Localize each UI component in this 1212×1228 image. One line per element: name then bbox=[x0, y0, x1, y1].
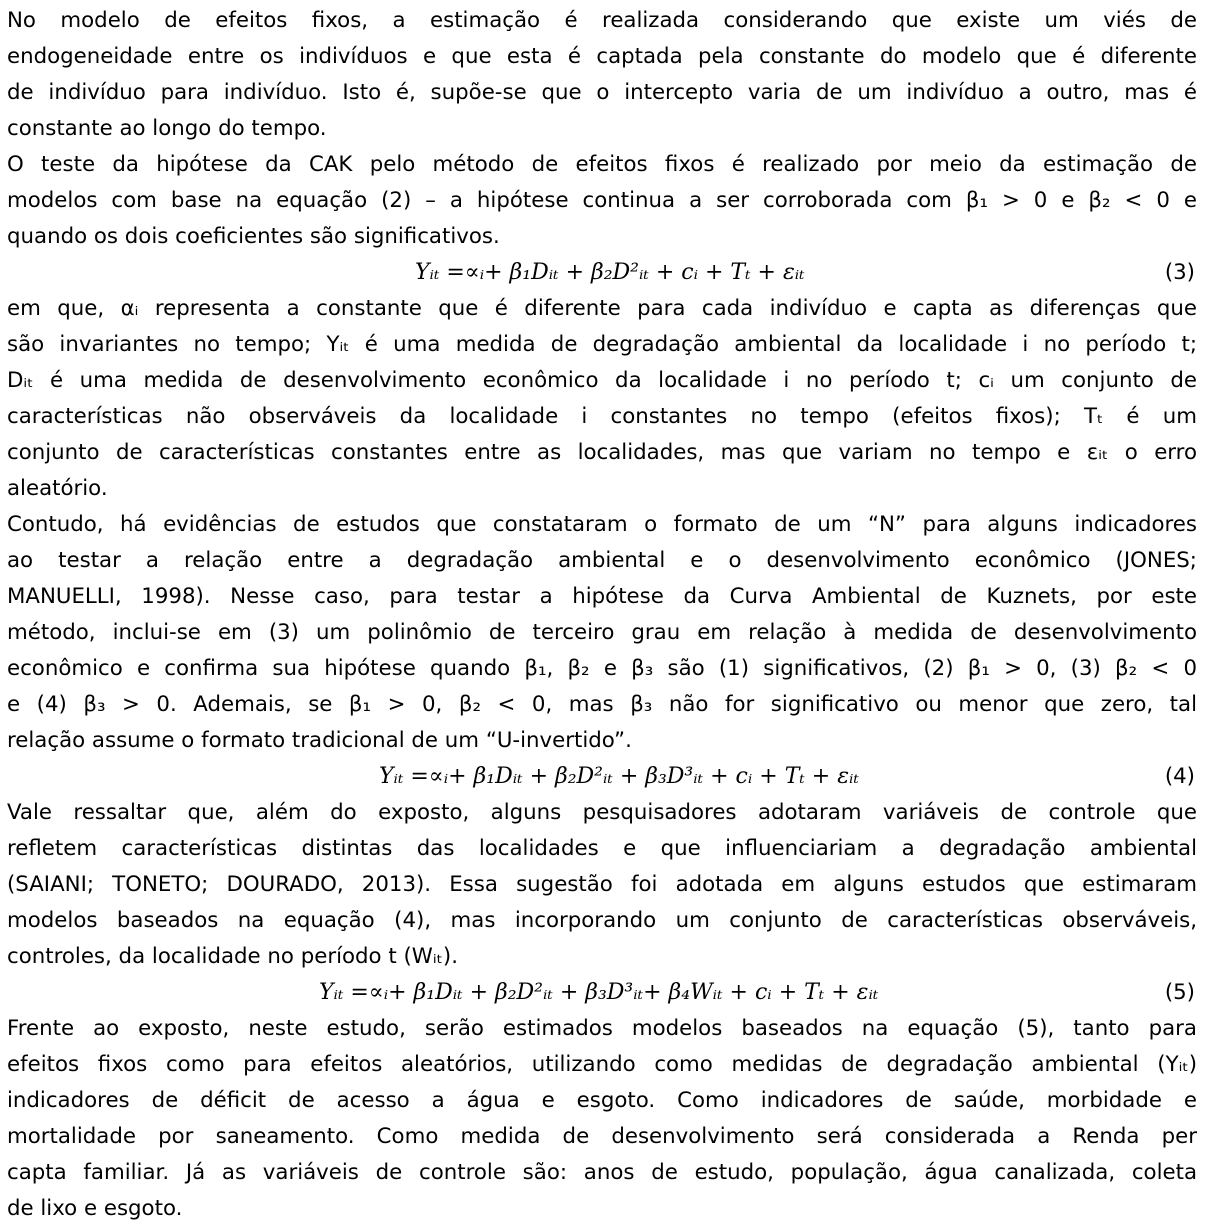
text-line: e (4) β₃ > 0. Ademais, se β₁ > 0, β₂ < 0, mas β₃ não for significativo ou menor que zero, tal bbox=[7, 692, 1197, 717]
text-line: modelos baseados na equação (4), mas incorporando um conjunto de características observáveis, bbox=[7, 908, 1197, 933]
text-line: MANUELLI, 1998). Nesse caso, para testar a hipótese da Curva Ambiental de Kuznets, por este bbox=[7, 584, 1197, 609]
equation-number: (5) bbox=[1164, 980, 1195, 1005]
paragraph-n-shape bbox=[7, 507, 1197, 759]
text-line: constante ao longo do tempo. bbox=[7, 116, 327, 141]
text-line: controles, da localidade no período t (Wᵢₜ). bbox=[7, 944, 458, 969]
text-line: O teste da hipótese da CAK pelo método de efeitos fixos é realizado por meio da estimação de bbox=[7, 152, 1197, 177]
text-line: refletem características distintas das localidades e que influenciariam a degradação ambiental bbox=[7, 836, 1197, 861]
text-line: de indivíduo para indivíduo. Isto é, supõe-se que o intercepto varia de um indivíduo a outro, mas é bbox=[7, 80, 1197, 105]
text-line: modelos com base na equação (2) – a hipótese continua a ser corroborada com β₁ > 0 e β₂ < 0 e bbox=[7, 188, 1197, 213]
text-line: capta familiar. Já as variáveis de controle são: anos de estudo, população, água canalizada, coleta bbox=[7, 1160, 1197, 1185]
text-line: ao testar a relação entre a degradação ambiental e o desenvolvimento econômico (JONES; bbox=[7, 548, 1197, 573]
text-line: aleatório. bbox=[7, 476, 108, 501]
equation-formula: Yᵢₜ =∝ᵢ+ β₁Dᵢₜ + β₂D²ᵢₜ + β₃D³ᵢₜ + cᵢ + Tₜ + εᵢₜ bbox=[379, 764, 859, 789]
text-line: de lixo e esgoto. bbox=[7, 1196, 183, 1221]
equation-3 bbox=[7, 255, 1197, 291]
text-line: Vale ressaltar que, além do exposto, alguns pesquisadores adotaram variáveis de controle que bbox=[7, 800, 1197, 825]
paragraph-fixed-effects-intro bbox=[7, 3, 1197, 147]
text-line: Contudo, há evidências de estudos que constataram o formato de um “N” para alguns indicadores bbox=[7, 512, 1197, 537]
text-line: são invariantes no tempo; Yᵢₜ é uma medida de degradação ambiental da localidade i no período t; bbox=[7, 332, 1197, 357]
text-line: endogeneidade entre os indivíduos e que esta é captada pela constante do modelo que é diferente bbox=[7, 44, 1197, 69]
equation-number: (4) bbox=[1164, 764, 1195, 789]
text-line: (SAIANI; TONETO; DOURADO, 2013). Essa sugestão foi adotada em alguns estudos que estimaram bbox=[7, 872, 1197, 897]
paragraph-control-variables bbox=[7, 795, 1197, 975]
equation-formula: Yᵢₜ =∝ᵢ+ β₁Dᵢₜ + β₂D²ᵢₜ + β₃D³ᵢₜ+ β₄Wᵢₜ + cᵢ + Tₜ + εᵢₜ bbox=[319, 980, 879, 1005]
text-line: em que, αᵢ representa a constante que é diferente para cada indivíduo e capta as diferenças que bbox=[7, 296, 1197, 321]
equation-formula: Yᵢₜ =∝ᵢ+ β₁Dᵢₜ + β₂D²ᵢₜ + cᵢ + Tₜ + εᵢₜ bbox=[415, 260, 805, 285]
text-line: relação assume o formato tradicional de um “U-invertido”. bbox=[7, 728, 632, 753]
text-line: conjunto de características constantes entre as localidades, mas que variam no tempo e εᵢₜ o erro bbox=[7, 440, 1197, 465]
paragraph-study-design bbox=[7, 1011, 1197, 1227]
text-line: efeitos fixos como para efeitos aleatórios, utilizando como medidas de degradação ambiental (Yᵢₜ) bbox=[7, 1052, 1197, 1077]
equation-4 bbox=[7, 759, 1197, 795]
text-line: características não observáveis da localidade i constantes no tempo (efeitos fixos); Tₜ é um bbox=[7, 404, 1197, 429]
text-line: Frente ao exposto, neste estudo, serão estimados modelos baseados na equação (5), tanto para bbox=[7, 1016, 1197, 1041]
text-line: econômico e confirma sua hipótese quando β₁, β₂ e β₃ são (1) significativos, (2) β₁ > 0, (3) β₂ < 0 bbox=[7, 656, 1197, 681]
text-line: método, inclui-se em (3) um polinômio de terceiro grau em relação à medida de desenvolvimento bbox=[7, 620, 1197, 645]
text-line: Dᵢₜ é uma medida de desenvolvimento econômico da localidade i no período t; cᵢ um conjunto de bbox=[7, 368, 1197, 393]
document-body bbox=[7, 3, 1197, 1227]
text-line: indicadores de déficit de acesso a água e esgoto. Como indicadores de saúde, morbidade e bbox=[7, 1088, 1197, 1113]
paragraph-cak-test bbox=[7, 147, 1197, 255]
equation-5 bbox=[7, 975, 1197, 1011]
equation-number: (3) bbox=[1164, 260, 1195, 285]
text-line: No modelo de efeitos fixos, a estimação é realizada considerando que existe um viés de bbox=[7, 8, 1197, 33]
paragraph-variable-definitions bbox=[7, 291, 1197, 507]
text-line: quando os dois coeficientes são significativos. bbox=[7, 224, 500, 249]
text-line: mortalidade por saneamento. Como medida de desenvolvimento será considerada a Renda per bbox=[7, 1124, 1197, 1149]
